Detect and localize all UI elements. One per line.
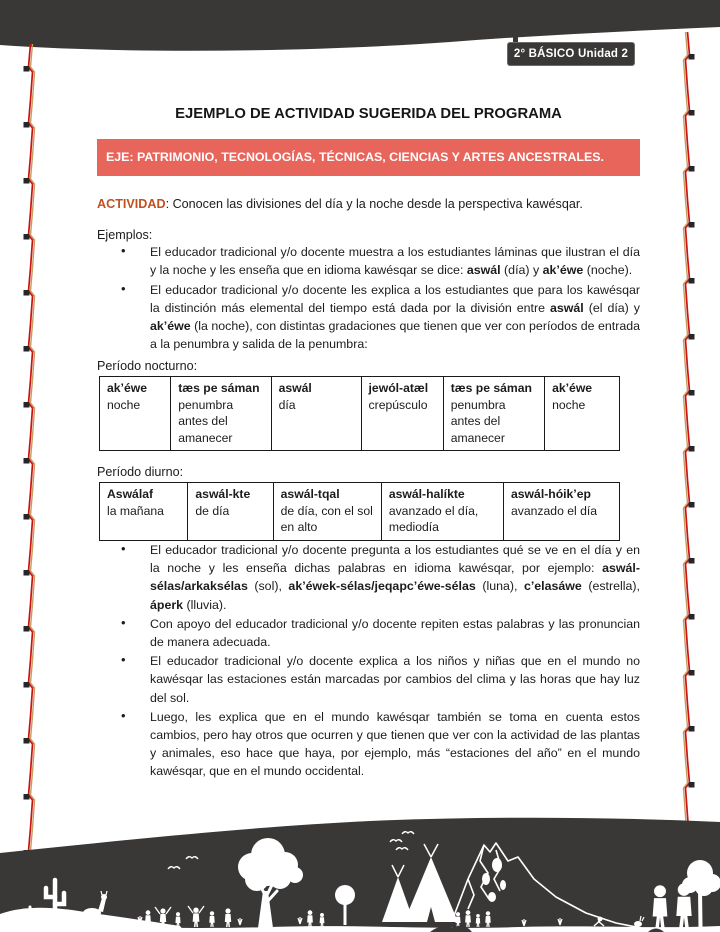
table-cell xyxy=(273,483,381,541)
page-title: EJEMPLO DE ACTIVIDAD SUGERIDA DEL PROGRAMA xyxy=(175,106,562,122)
term-meaning: crepúsculo xyxy=(368,397,428,412)
kawesqar-term: aswál-tqal xyxy=(280,487,340,502)
outro-bullet-list xyxy=(97,541,640,781)
table-row xyxy=(100,483,620,541)
table-cell xyxy=(271,377,361,451)
footer-hill-shape xyxy=(0,818,720,932)
kawesqar-term: tæs pe sáman xyxy=(450,381,532,396)
bullet-text: El educador tradicional y/o docente muestra a los estudiantes láminas que ilustran el día y la noche y les enseña que en idioma kawésqar se dice: aswál (día) y ak’éwe (noche). xyxy=(150,245,640,278)
kawesqar-term: Aswálaf xyxy=(107,487,154,502)
table-row xyxy=(100,377,620,451)
kawesqar-term: aswál xyxy=(278,381,312,396)
table-cell xyxy=(188,483,273,541)
kawesqar-term: ak’éwe xyxy=(107,381,147,396)
bullet-text: Luego, les explica que en el mundo kawésqar también se toma en cuenta estos cambios, pero hay otros que ocurren y que tienen que ver con la actividad de las plantas y animales, eso hace que haya, por ejemplo, más “estaciones del año” en el mundo kawésqar, que en el mundo occidental. xyxy=(150,709,640,779)
table-cell xyxy=(100,483,188,541)
bullet-item xyxy=(97,652,640,707)
nocturno-table-label: Período nocturno: xyxy=(97,359,198,374)
intro-bullet-list xyxy=(97,243,640,353)
kawesqar-term: aswál-hóik’ep xyxy=(511,487,591,502)
bullet-item xyxy=(97,615,640,651)
side-border-right xyxy=(680,32,696,822)
table-cell xyxy=(545,377,620,451)
bullet-item xyxy=(97,243,640,279)
kawesqar-term: jewól-atæl xyxy=(368,381,429,396)
eje-banner: EJE: PATRIMONIO, TECNOLOGÍAS, TÉCNICAS, CIENCIAS Y ARTES ANCESTRALES. xyxy=(97,139,640,176)
zigzag-pattern-right xyxy=(680,32,696,822)
side-border-left xyxy=(22,44,38,852)
diurno-table-label: Período diurno: xyxy=(97,465,184,480)
kawesqar-term: aswál-kte xyxy=(195,487,251,502)
table-cell xyxy=(361,377,443,451)
footer-illustration xyxy=(0,817,720,932)
bullet-text: El educador tradicional y/o docente pregunta a los estudiantes qué se ve en el día y en la noche y les enseña dichas palabras en idioma kawésqar, por ejemplo: aswál-sélas/arkaksélas (sol), ak’éwek-sélas/jeqapc’éwe-sélas (luna), c’elasáwe (estrella), áperk (lluvia). xyxy=(150,542,640,612)
term-meaning: avanzado el día, mediodía xyxy=(388,503,479,535)
bullet-item xyxy=(97,708,640,781)
activity-line xyxy=(97,196,640,212)
kawesqar-term: ak’éwe xyxy=(552,381,593,396)
term-meaning: la mañana xyxy=(107,503,164,518)
bullet-item xyxy=(97,281,640,354)
term-meaning: penumbra antes del amanecer xyxy=(178,397,234,445)
bullet-text: El educador tradicional y/o docente les explica a los estudiantes que para los kawésqar la distinción más elemental del tiempo está dada por la división entre aswál (el día) y ak’éwe (la noche), con distintas gradaciones que tienen que ver con períodos de entrada a la penumbra y salida de la penumbra: xyxy=(150,282,640,352)
content-column xyxy=(97,106,640,782)
term-meaning: día xyxy=(278,397,296,412)
term-meaning: noche xyxy=(107,397,141,412)
bullet-text: Con apoyo del educador tradicional y/o docente repiten estas palabras y las pronuncian de manera adecuada. xyxy=(150,616,640,649)
term-meaning: de día xyxy=(195,503,230,518)
term-meaning: noche xyxy=(552,397,586,412)
nocturno-table xyxy=(99,376,620,451)
zigzag-pattern-left xyxy=(22,44,38,852)
term-meaning: de día, con el sol en alto xyxy=(280,503,373,535)
diurno-table xyxy=(99,482,620,541)
table-cell xyxy=(171,377,271,451)
table-cell xyxy=(381,483,503,541)
table-cell xyxy=(504,483,620,541)
term-meaning: penumbra antes del amanecer xyxy=(450,397,506,445)
kawesqar-term: tæs pe sáman xyxy=(178,381,260,396)
activity-text: : Conocen las divisiones del día y la noche desde la perspectiva kawésqar. xyxy=(165,196,583,211)
term-meaning: avanzado el día xyxy=(511,503,598,518)
unit-badge: 2° BÁSICO Unidad 2 xyxy=(507,42,635,66)
table-cell xyxy=(443,377,544,451)
kawesqar-term: aswál-halíkte xyxy=(388,487,465,502)
bullet-item xyxy=(97,541,640,614)
ejemplos-label: Ejemplos: xyxy=(97,228,153,243)
activity-label: ACTIVIDAD xyxy=(97,196,166,211)
bullet-text: El educador tradicional y/o docente explica a los niños y niñas que en el mundo no kawésqar las estaciones están marcadas por cambios del clima y las horas que hay luz del sol. xyxy=(150,654,640,705)
table-cell xyxy=(100,377,171,451)
